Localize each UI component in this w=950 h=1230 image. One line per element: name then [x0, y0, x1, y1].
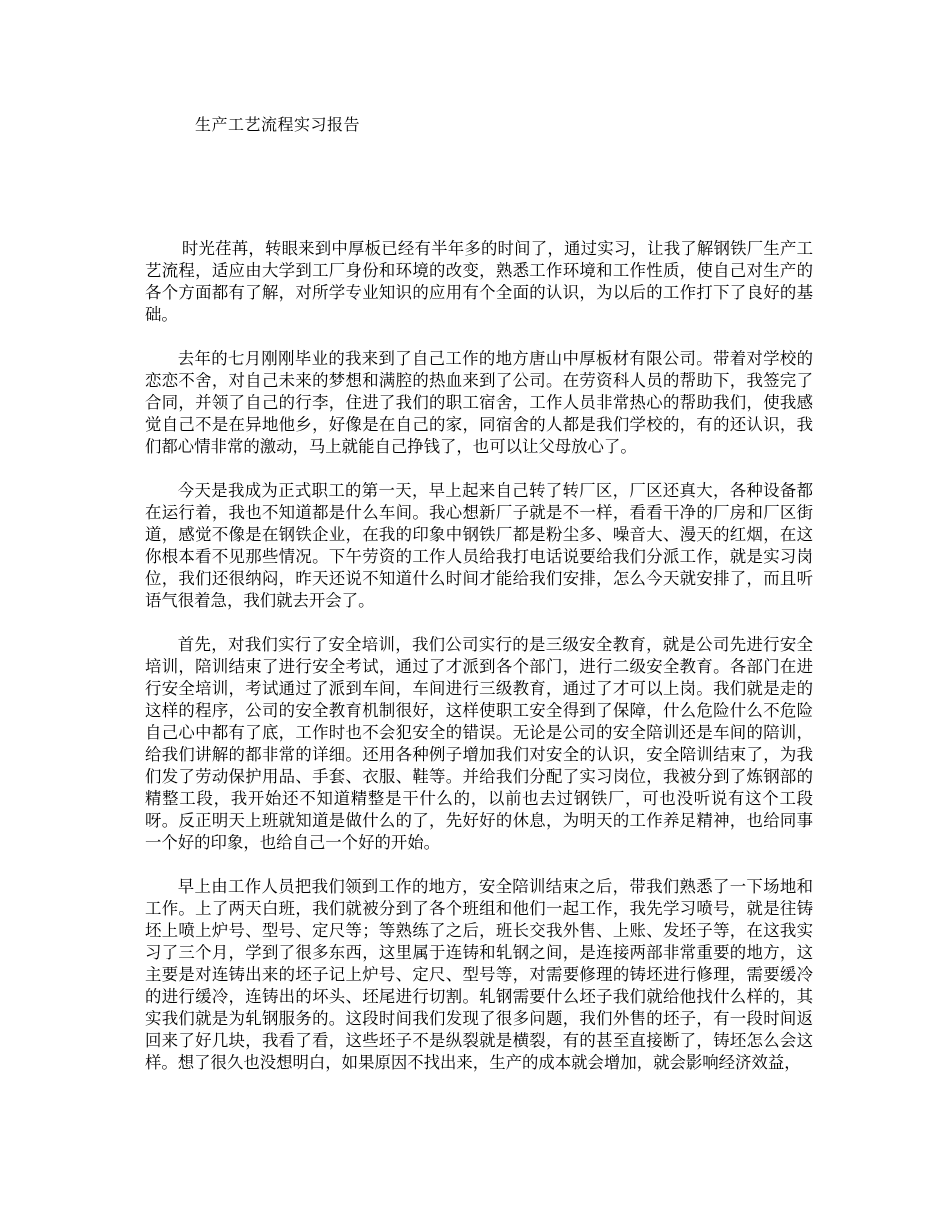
document-body [145, 238, 813, 1074]
document-title: 生产工艺流程实习报告 [195, 115, 361, 134]
paragraph-first-day: 今天是我成为正式职工的第一天，早上起来自己转了转厂区，厂区还真大，各种设备都在运行着，我也不知道都是什么车间。我心想新厂子就是不一样，看看干净的厂房和厂区街道，感觉不像是在钢铁企业，在我的印象中钢铁厂都是粉尘多、噪音大、漫天的红烟，在这你根本看不见那些情况。下午劳资的工作人员给我打电话说要给我们分派工作，就是实习岗位，我们还很纳闷，昨天还说不知道什么时间才能给我们安排，怎么今天就安排了，而且听语气很着急，我们就去开会了。 [145, 481, 813, 610]
paragraph-arrival: 去年的七月刚刚毕业的我来到了自己工作的地方唐山中厚板材有限公司。带着对学校的恋恋不舍，对自己未来的梦想和满腔的热血来到了公司。在劳资科人员的帮助下，我签完了合同，并领了自己的行李，住进了我们的职工宿舍，工作人员非常热心的帮助我们，使我感觉自己不是在异地他乡，好像是在自己的家，同宿舍的人都是我们学校的，有的还认识，我们都心情非常的激动，马上就能自己挣钱了，也可以让父母放心了。 [145, 349, 813, 456]
paragraph-intro: 时光荏苒，转眼来到中厚板已经有半年多的时间了，通过实习，让我了解钢铁厂生产工艺流程，适应由大学到工厂身份和环境的改变，熟悉工作环境和工作性质，使自己对生产的各个方面都有了解，对所学专业知识的应用有个全面的认识，为以后的工作打下了良好的基础。 [145, 239, 813, 324]
paragraph-work-experience: 早上由工作人员把我们领到工作的地方，安全陪训结束之后，带我们熟悉了一下场地和工作。上了两天白班，我们就被分到了各个班组和他们一起工作，我先学习喷号，就是往铸坯上喷上炉号、型号、定尺等；等熟练了之后，班长交我外售、上账、发坯子等，在这我实习了三个月，学到了很多东西，这里属于连铸和轧钢之间，是连接两部非常重要的地方，这主要是对连铸出来的坯子记上炉号、定尺、型号等，对需要修理的铸坯进行修理，需要缓冷的进行缓冷，连铸出的坏头、坯尾进行切割。轧钢需要什么坯子我们就给他找什么样的，其实我们就是为轧钢服务的。这段时间我们发现了很多问题，我们外售的坯子，有一段时间返回来了好几块，我看了看，这些坯子不是纵裂就是横裂，有的甚至直接断了，铸坯怎么会这样。想了很久也没想明白，如果原因不找出来，生产的成本就会增加，就会影响经济效益， [145, 877, 813, 1072]
paragraph-safety-training: 首先，对我们实行了安全培训，我们公司实行的是三级安全教育，就是公司先进行安全培训，陪训结束了进行安全考试，通过了才派到各个部门，进行二级安全教育。各部门在进行安全培训，考试通过了派到车间，车间进行三级教育，通过了才可以上岗。我们就是走的这样的程序，公司的安全教育机制很好，这样使职工安全得到了保障，什么危险什么不危险自己心中都有了底，工作时也不会犯安全的错误。无论是公司的安全陪训还是车间的陪训，给我们讲解的都非常的详细。还用各种例子增加我们对安全的认识，安全陪训结束了，为我们发了劳动保护用品、手套、衣服、鞋等。并给我们分配了实习岗位，我被分到了炼钢部的精整工段，我开始还不知道精整是干什么的，以前也去过钢铁厂，可也没听说有这个工段呀。反正明天上班就知道是做什么的了，先好好的休息，为明天的工作养足精神，也给同事一个好的印象，也给自己一个好的开始。 [145, 635, 813, 852]
